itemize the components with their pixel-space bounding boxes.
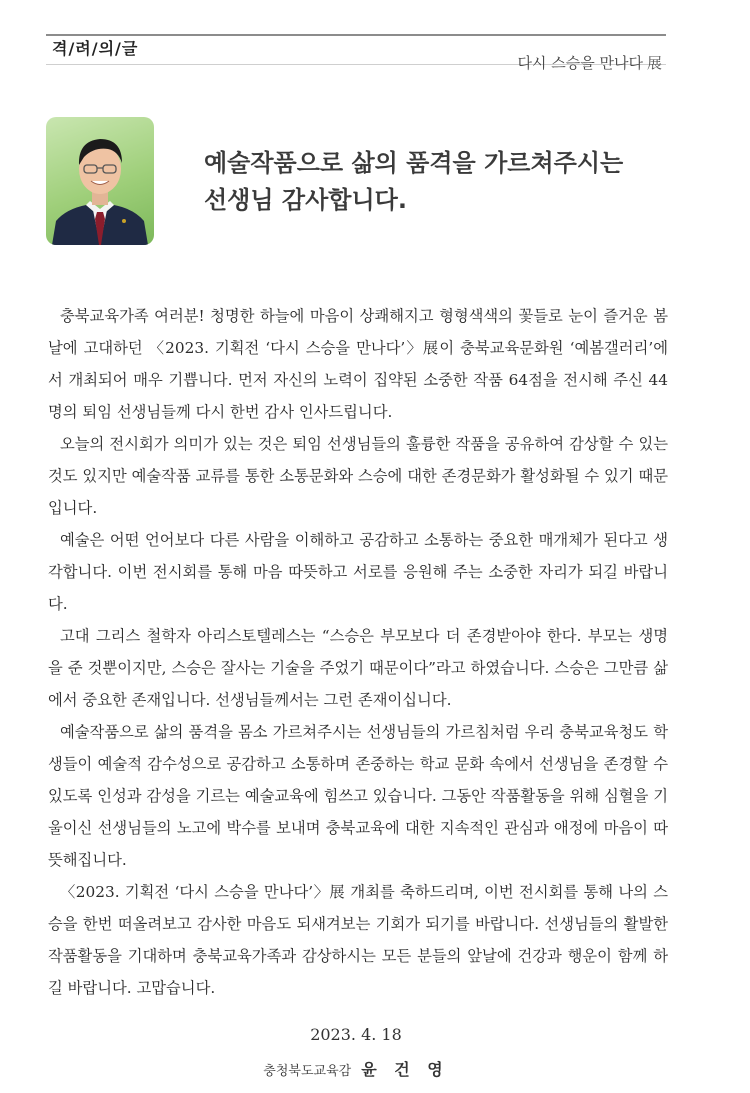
running-title-suffix: 展 <box>646 54 662 72</box>
portrait-photo <box>46 117 154 245</box>
paragraph: 예술은 어떤 언어보다 다른 사람을 이해하고 공감하고 소통하는 중요한 매개체가 된다고 생각합니다. 이번 전시회를 통해 마음 따뜻하고 서로를 응원해 주는 소중한 자리가 되길 바랍니다. <box>48 531 668 613</box>
paragraph: 예술작품으로 삶의 품격을 몸소 가르쳐주시는 선생님들의 가르침처럼 우리 충북교육청도 학생들이 예술적 감수성으로 공감하고 소통하며 존중하는 학교 문화 속에서 선생님을 존경할 수 있도록 인성과 감성을 기르는 예술교육에 힘쓰고 있습니다. 그동안 작품활동을 위해 심혈을 기울이신 선생님들의 노고에 박수를 보내며 충북교육에 대한 지속적인 관심과 애정에 마음이 따뜻해집니다. <box>48 723 668 869</box>
signature <box>0 1057 712 1080</box>
headline <box>204 145 674 219</box>
headline-line-2: 선생님 감사합니다. <box>204 186 407 214</box>
letter-date: 2023. 4. 18 <box>310 1025 402 1044</box>
letter-body <box>48 300 668 1004</box>
running-title-text: 다시 스승을 만나다 <box>517 54 643 72</box>
paragraph: 오늘의 전시회가 의미가 있는 것은 퇴임 선생님들의 훌륭한 작품을 공유하여 감상할 수 있는 것도 있지만 예술작품 교류를 통한 소통문화와 스승에 대한 존경문화가 활성화될 수 있기 때문입니다. <box>48 435 668 517</box>
paragraph: 충북교육가족 여러분! 청명한 하늘에 마음이 상쾌해지고 형형색색의 꽃들로 눈이 즐거운 봄날에 고대하던 〈2023. 기획전 ‘다시 스승을 만나다’〉展이 충북교육문화원 ‘예봄갤러리’에서 개최되어 매우 기쁩니다. 먼저 자신의 노력이 집약된 소중한 작품 64점을 전시해 주신 44명의 퇴임 선생님들께 다시 한번 감사 인사드립니다. <box>48 307 668 421</box>
signer-name: 윤 건 영 <box>361 1060 449 1079</box>
running-title <box>518 52 662 73</box>
paragraph: 고대 그리스 철학자 아리스토텔레스는 “스승은 부모보다 더 존경받아야 한다. 부모는 생명을 준 것뿐이지만, 스승은 잘사는 기술을 주었기 때문이다”라고 하였습니다. 스승은 그만큼 삶에서 중요한 존재입니다. 선생님들께서는 그런 존재이십니다. <box>48 627 668 709</box>
header-top-rule <box>46 34 666 36</box>
paragraph: 〈2023. 기획전 ‘다시 스승을 만나다’〉展 개최를 축하드리며, 이번 전시회를 통해 나의 스승을 한번 떠올려보고 감사한 마음도 되새겨보는 기회가 되기를 바랍니다. 선생님들의 활발한 작품활동을 기대하며 충북교육가족과 감상하시는 모든 분들의 앞날에 건강과 행운이 함께 하길 바랍니다. 고맙습니다. <box>48 883 668 997</box>
headline-line-1: 예술작품으로 삶의 품격을 가르쳐주시는 <box>204 149 624 177</box>
signer-organization: 충청북도교육감 <box>263 1064 352 1079</box>
portrait-icon <box>46 117 154 245</box>
section-label: 격/려/의/글 <box>52 39 139 58</box>
